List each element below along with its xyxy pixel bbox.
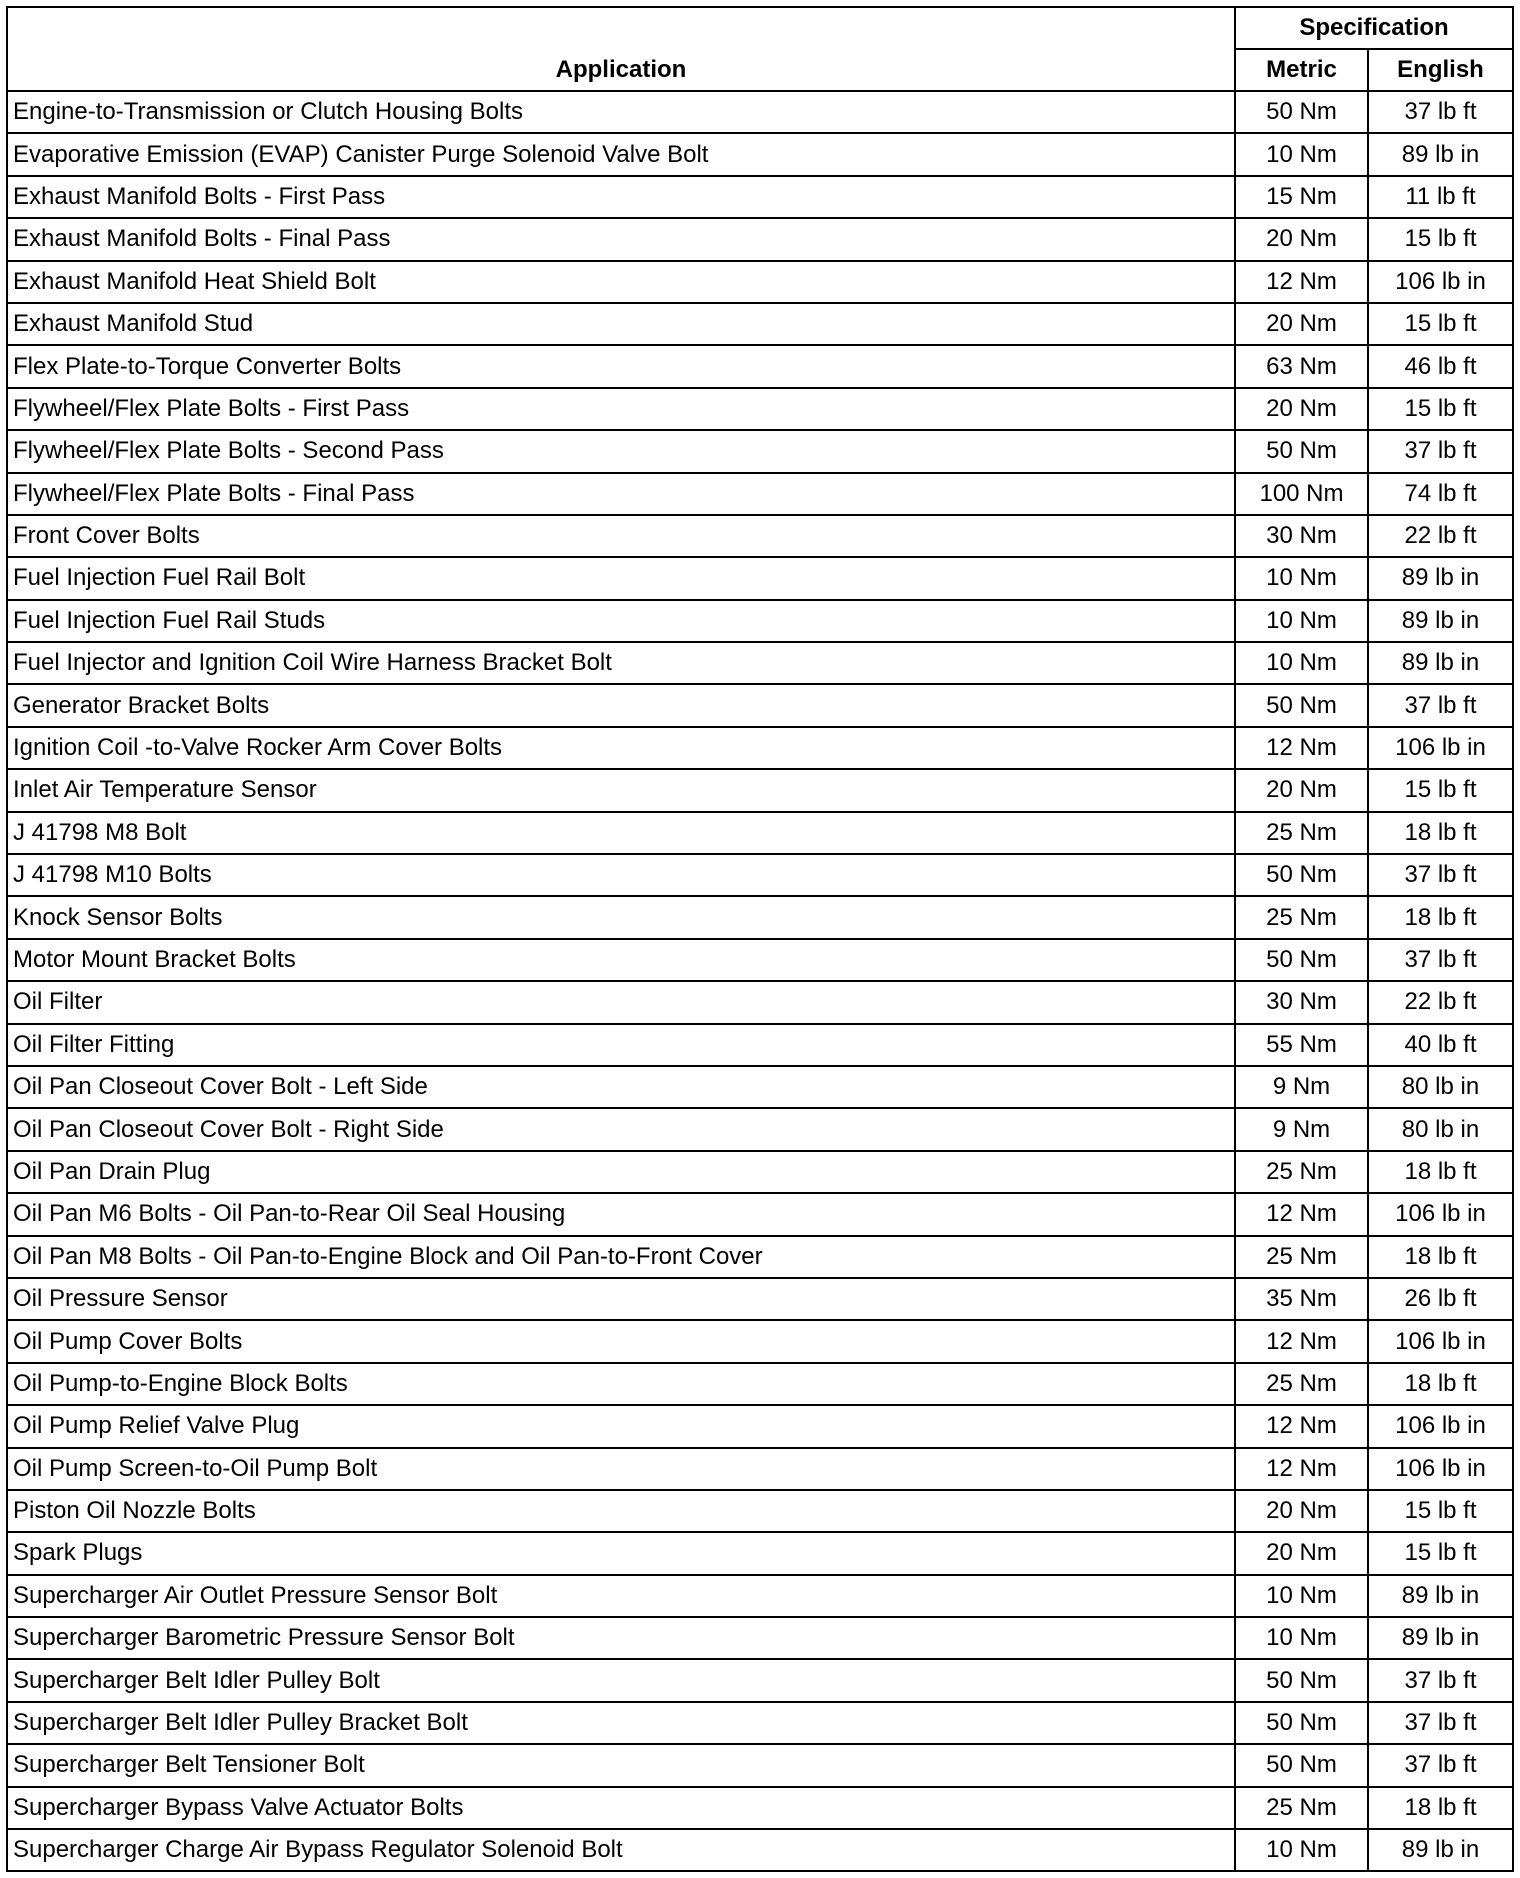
application-cell: Exhaust Manifold Bolts - First Pass <box>7 176 1235 218</box>
application-cell: Supercharger Belt Idler Pulley Bolt <box>7 1659 1235 1701</box>
metric-cell: 20 Nm <box>1235 303 1368 345</box>
metric-cell: 55 Nm <box>1235 1024 1368 1066</box>
english-cell: 22 lb ft <box>1368 981 1513 1023</box>
table-row <box>7 1702 1513 1744</box>
table-row <box>7 1448 1513 1490</box>
table-row <box>7 854 1513 896</box>
application-cell: Supercharger Charge Air Bypass Regulator Solenoid Bolt <box>7 1829 1235 1871</box>
english-cell: 37 lb ft <box>1368 91 1513 133</box>
english-cell: 46 lb ft <box>1368 345 1513 387</box>
metric-cell: 50 Nm <box>1235 939 1368 981</box>
english-cell: 18 lb ft <box>1368 812 1513 854</box>
application-cell: Oil Pressure Sensor <box>7 1278 1235 1320</box>
application-cell: Motor Mount Bracket Bolts <box>7 939 1235 981</box>
application-cell: Supercharger Belt Idler Pulley Bracket Bolt <box>7 1702 1235 1744</box>
english-cell: 18 lb ft <box>1368 896 1513 938</box>
application-cell: Supercharger Air Outlet Pressure Sensor Bolt <box>7 1575 1235 1617</box>
metric-cell: 25 Nm <box>1235 812 1368 854</box>
table-row <box>7 1405 1513 1447</box>
metric-cell: 10 Nm <box>1235 1617 1368 1659</box>
metric-cell: 50 Nm <box>1235 91 1368 133</box>
metric-cell: 20 Nm <box>1235 1532 1368 1574</box>
table-row <box>7 176 1513 218</box>
application-cell: Supercharger Barometric Pressure Sensor Bolt <box>7 1617 1235 1659</box>
application-cell: Exhaust Manifold Stud <box>7 303 1235 345</box>
application-cell: Oil Pan Closeout Cover Bolt - Left Side <box>7 1066 1235 1108</box>
table-row <box>7 1363 1513 1405</box>
metric-cell: 63 Nm <box>1235 345 1368 387</box>
english-cell: 89 lb in <box>1368 642 1513 684</box>
header-row-top <box>7 7 1513 49</box>
application-cell: Fuel Injector and Ignition Coil Wire Harness Bracket Bolt <box>7 642 1235 684</box>
metric-cell: 25 Nm <box>1235 1236 1368 1278</box>
table-row <box>7 1490 1513 1532</box>
table-row <box>7 1151 1513 1193</box>
english-cell: 22 lb ft <box>1368 515 1513 557</box>
english-cell: 26 lb ft <box>1368 1278 1513 1320</box>
metric-cell: 15 Nm <box>1235 176 1368 218</box>
metric-cell: 20 Nm <box>1235 769 1368 811</box>
table-row <box>7 1108 1513 1150</box>
english-cell: 37 lb ft <box>1368 1702 1513 1744</box>
english-header: English <box>1368 49 1513 91</box>
english-cell: 106 lb in <box>1368 1193 1513 1235</box>
table-row <box>7 769 1513 811</box>
english-cell: 37 lb ft <box>1368 854 1513 896</box>
metric-cell: 100 Nm <box>1235 473 1368 515</box>
metric-cell: 10 Nm <box>1235 642 1368 684</box>
table-row <box>7 1744 1513 1786</box>
application-cell: Flywheel/Flex Plate Bolts - First Pass <box>7 388 1235 430</box>
english-cell: 106 lb in <box>1368 261 1513 303</box>
table-row <box>7 1320 1513 1362</box>
metric-cell: 50 Nm <box>1235 684 1368 726</box>
application-cell: Oil Pump-to-Engine Block Bolts <box>7 1363 1235 1405</box>
metric-cell: 9 Nm <box>1235 1108 1368 1150</box>
english-cell: 15 lb ft <box>1368 388 1513 430</box>
table-row <box>7 981 1513 1023</box>
application-cell: Oil Pump Relief Valve Plug <box>7 1405 1235 1447</box>
table-row <box>7 684 1513 726</box>
application-cell: Oil Pan M6 Bolts - Oil Pan-to-Rear Oil Seal Housing <box>7 1193 1235 1235</box>
application-cell: Front Cover Bolts <box>7 515 1235 557</box>
english-cell: 89 lb in <box>1368 133 1513 175</box>
table-row <box>7 1659 1513 1701</box>
english-cell: 74 lb ft <box>1368 473 1513 515</box>
application-cell: Spark Plugs <box>7 1532 1235 1574</box>
application-cell: Oil Pump Cover Bolts <box>7 1320 1235 1362</box>
application-cell: Piston Oil Nozzle Bolts <box>7 1490 1235 1532</box>
table-row <box>7 600 1513 642</box>
english-cell: 37 lb ft <box>1368 684 1513 726</box>
application-cell: Exhaust Manifold Heat Shield Bolt <box>7 261 1235 303</box>
english-cell: 18 lb ft <box>1368 1151 1513 1193</box>
metric-cell: 10 Nm <box>1235 133 1368 175</box>
english-cell: 15 lb ft <box>1368 1532 1513 1574</box>
table-row <box>7 388 1513 430</box>
table-row <box>7 1278 1513 1320</box>
application-header: Application <box>7 7 1235 91</box>
metric-cell: 12 Nm <box>1235 1448 1368 1490</box>
application-cell: J 41798 M8 Bolt <box>7 812 1235 854</box>
metric-cell: 30 Nm <box>1235 515 1368 557</box>
table-row <box>7 1575 1513 1617</box>
english-cell: 89 lb in <box>1368 1575 1513 1617</box>
metric-cell: 20 Nm <box>1235 218 1368 260</box>
metric-cell: 20 Nm <box>1235 1490 1368 1532</box>
metric-cell: 10 Nm <box>1235 600 1368 642</box>
table-row <box>7 473 1513 515</box>
table-row <box>7 939 1513 981</box>
table-header <box>7 7 1513 91</box>
metric-cell: 12 Nm <box>1235 261 1368 303</box>
table-body <box>7 91 1513 1871</box>
table-row <box>7 642 1513 684</box>
specification-header: Specification <box>1235 7 1513 49</box>
table-row <box>7 303 1513 345</box>
application-cell: Evaporative Emission (EVAP) Canister Purge Solenoid Valve Bolt <box>7 133 1235 175</box>
table-row <box>7 1236 1513 1278</box>
english-cell: 37 lb ft <box>1368 939 1513 981</box>
metric-cell: 20 Nm <box>1235 388 1368 430</box>
metric-cell: 9 Nm <box>1235 1066 1368 1108</box>
metric-cell: 30 Nm <box>1235 981 1368 1023</box>
application-cell: Supercharger Belt Tensioner Bolt <box>7 1744 1235 1786</box>
metric-cell: 10 Nm <box>1235 1575 1368 1617</box>
table-row <box>7 430 1513 472</box>
metric-cell: 50 Nm <box>1235 1744 1368 1786</box>
metric-cell: 12 Nm <box>1235 1320 1368 1362</box>
english-cell: 80 lb in <box>1368 1066 1513 1108</box>
application-cell: Flywheel/Flex Plate Bolts - Second Pass <box>7 430 1235 472</box>
english-cell: 106 lb in <box>1368 1320 1513 1362</box>
metric-cell: 10 Nm <box>1235 557 1368 599</box>
english-cell: 15 lb ft <box>1368 303 1513 345</box>
metric-header: Metric <box>1235 49 1368 91</box>
table-row <box>7 515 1513 557</box>
application-cell: J 41798 M10 Bolts <box>7 854 1235 896</box>
table-row <box>7 1829 1513 1871</box>
english-cell: 80 lb in <box>1368 1108 1513 1150</box>
table-row <box>7 261 1513 303</box>
metric-cell: 10 Nm <box>1235 1829 1368 1871</box>
application-cell: Generator Bracket Bolts <box>7 684 1235 726</box>
english-cell: 89 lb in <box>1368 600 1513 642</box>
application-cell: Supercharger Bypass Valve Actuator Bolts <box>7 1787 1235 1829</box>
table-row <box>7 1532 1513 1574</box>
metric-cell: 12 Nm <box>1235 1405 1368 1447</box>
table-row <box>7 1066 1513 1108</box>
english-cell: 89 lb in <box>1368 557 1513 599</box>
metric-cell: 25 Nm <box>1235 1363 1368 1405</box>
application-cell: Ignition Coil -to-Valve Rocker Arm Cover Bolts <box>7 727 1235 769</box>
metric-cell: 25 Nm <box>1235 1787 1368 1829</box>
english-cell: 18 lb ft <box>1368 1236 1513 1278</box>
application-cell: Flywheel/Flex Plate Bolts - Final Pass <box>7 473 1235 515</box>
application-cell: Exhaust Manifold Bolts - Final Pass <box>7 218 1235 260</box>
english-cell: 11 lb ft <box>1368 176 1513 218</box>
english-cell: 37 lb ft <box>1368 1659 1513 1701</box>
metric-cell: 50 Nm <box>1235 1659 1368 1701</box>
metric-cell: 50 Nm <box>1235 1702 1368 1744</box>
table-row <box>7 1787 1513 1829</box>
table-row <box>7 345 1513 387</box>
table-row <box>7 727 1513 769</box>
english-cell: 89 lb in <box>1368 1829 1513 1871</box>
english-cell: 89 lb in <box>1368 1617 1513 1659</box>
application-cell: Flex Plate-to-Torque Converter Bolts <box>7 345 1235 387</box>
metric-cell: 25 Nm <box>1235 896 1368 938</box>
application-cell: Fuel Injection Fuel Rail Studs <box>7 600 1235 642</box>
metric-cell: 12 Nm <box>1235 1193 1368 1235</box>
metric-cell: 50 Nm <box>1235 854 1368 896</box>
english-cell: 40 lb ft <box>1368 1024 1513 1066</box>
metric-cell: 35 Nm <box>1235 1278 1368 1320</box>
torque-spec-table <box>6 6 1514 1872</box>
metric-cell: 25 Nm <box>1235 1151 1368 1193</box>
application-cell: Oil Filter Fitting <box>7 1024 1235 1066</box>
english-cell: 15 lb ft <box>1368 218 1513 260</box>
table-row <box>7 1193 1513 1235</box>
metric-cell: 50 Nm <box>1235 430 1368 472</box>
english-cell: 106 lb in <box>1368 1405 1513 1447</box>
table-row <box>7 1024 1513 1066</box>
english-cell: 106 lb in <box>1368 1448 1513 1490</box>
english-cell: 15 lb ft <box>1368 769 1513 811</box>
table-row <box>7 218 1513 260</box>
application-cell: Oil Pan Closeout Cover Bolt - Right Side <box>7 1108 1235 1150</box>
application-cell: Oil Pump Screen-to-Oil Pump Bolt <box>7 1448 1235 1490</box>
english-cell: 106 lb in <box>1368 727 1513 769</box>
application-cell: Oil Pan Drain Plug <box>7 1151 1235 1193</box>
application-cell: Fuel Injection Fuel Rail Bolt <box>7 557 1235 599</box>
application-cell: Oil Pan M8 Bolts - Oil Pan-to-Engine Block and Oil Pan-to-Front Cover <box>7 1236 1235 1278</box>
english-cell: 18 lb ft <box>1368 1363 1513 1405</box>
application-cell: Knock Sensor Bolts <box>7 896 1235 938</box>
english-cell: 15 lb ft <box>1368 1490 1513 1532</box>
english-cell: 37 lb ft <box>1368 430 1513 472</box>
table-row <box>7 133 1513 175</box>
table-row <box>7 91 1513 133</box>
english-cell: 37 lb ft <box>1368 1744 1513 1786</box>
table-row <box>7 1617 1513 1659</box>
metric-cell: 12 Nm <box>1235 727 1368 769</box>
application-cell: Oil Filter <box>7 981 1235 1023</box>
table-row <box>7 557 1513 599</box>
application-cell: Inlet Air Temperature Sensor <box>7 769 1235 811</box>
table-row <box>7 812 1513 854</box>
english-cell: 18 lb ft <box>1368 1787 1513 1829</box>
application-cell: Engine-to-Transmission or Clutch Housing Bolts <box>7 91 1235 133</box>
table-row <box>7 896 1513 938</box>
